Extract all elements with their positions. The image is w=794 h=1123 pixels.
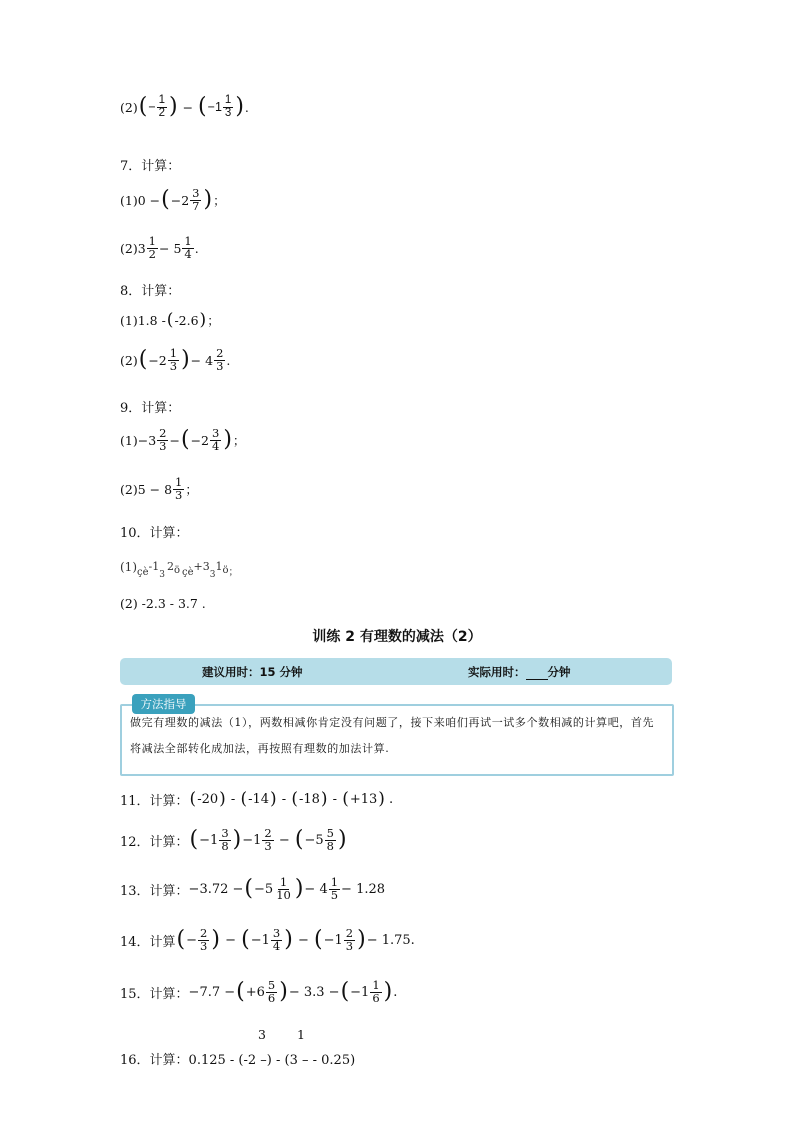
problem-8-2: (2) ( −2 $\frac{1}{3}$ ) − 4 $\frac{2}{3}$ . bbox=[120, 346, 231, 373]
method-tag: 方法指导 bbox=[132, 694, 195, 714]
problem-9-1: (1) −3 $\frac{2}{3}$ − ( −2 $\frac{3}{4}$ ) ； bbox=[120, 426, 246, 453]
whole-number: −1 bbox=[207, 100, 222, 114]
fraction: $\frac{1}{2}$ bbox=[158, 94, 166, 119]
problem-7-2: (2) 3 $\frac{1}{2}$ − 5 $\frac{1}{4}$ . bbox=[120, 234, 199, 261]
problem-14: 14．计算 ( − $\frac{2}{3}$ ) − ( −1 $\frac{3}{4}$ ) − ( −1 $\frac{2}{3}$ ) − 1.75 . bbox=[120, 926, 415, 953]
paren: ( bbox=[138, 94, 148, 119]
time-bar bbox=[120, 658, 672, 685]
section-title: 训练 2 有理数的减法（2） bbox=[312, 629, 482, 645]
problem-16: 16．计算：0.125 - (-2 –) - (3 – - 0.25) bbox=[120, 1053, 356, 1068]
fraction: $\frac{1}{3}$ bbox=[224, 94, 232, 119]
end-mark: . bbox=[244, 99, 249, 115]
question-7-heading: 7．计算： bbox=[120, 159, 181, 174]
part-label: (2) bbox=[120, 99, 138, 115]
time-blank bbox=[526, 669, 548, 680]
minus-sign: − bbox=[148, 100, 156, 114]
actual-time: 实际用时： 分钟 bbox=[468, 665, 571, 679]
minus-sign: − bbox=[178, 99, 198, 115]
q16-superscript-1: 1 bbox=[297, 1027, 305, 1042]
question-8-heading: 8．计算： bbox=[120, 284, 181, 299]
problem-13: 13．计算： −3.72 − ( −5 $\frac{1}{10}$ ) − 4 $\frac{1}{5}$ − 1.28 bbox=[120, 875, 386, 902]
problem-10-1-garbled: (1) çè -1 3 2 ö çè +3 3 1 ö ； bbox=[120, 559, 239, 580]
problem-6-2 bbox=[120, 95, 249, 119]
method-text: 做完有理数的减法（1），两数相减你肯定没有问题了，接下来咱们再试一试多个数相减的计算吧，首先将减法全部转化成加法，再按照有理数的加法计算. bbox=[130, 716, 655, 755]
paren: ( bbox=[198, 94, 207, 119]
q16-superscript-3: 3 bbox=[258, 1027, 266, 1042]
question-9-heading: 9．计算： bbox=[120, 401, 181, 416]
paren: ) bbox=[169, 94, 178, 119]
problem-8-1: (1) 1.8 - ( -2.6 ) ； bbox=[120, 309, 220, 330]
problem-12: 12．计算： ( −1 $\frac{3}{8}$ ) −1 $\frac{2}{3}$ − ( −5 $\frac{5}{8}$ ) bbox=[120, 826, 347, 853]
paren: ) bbox=[235, 94, 244, 119]
problem-15: 15．计算： −7.7 − ( +6 $\frac{5}{6}$ ) − 3.3 − ( −1 $\frac{1}{6}$ ) . bbox=[120, 978, 398, 1005]
problem-11: 11．计算： ( -20 ) - ( -14 ) - ( -18 ) - ( +13 ) . bbox=[120, 789, 394, 809]
problem-10-2: (2) -2.3 - 3.7 . bbox=[120, 596, 206, 611]
problem-7-1: (1) 0 − ( −2 $\frac{3}{7}$ ) ； bbox=[120, 186, 226, 213]
problem-9-2: (2) 5 − 8 $\frac{1}{3}$ ； bbox=[120, 475, 198, 502]
suggested-time: 建议用时：15 分钟 bbox=[202, 665, 303, 679]
question-10-heading: 10．计算： bbox=[120, 526, 189, 541]
